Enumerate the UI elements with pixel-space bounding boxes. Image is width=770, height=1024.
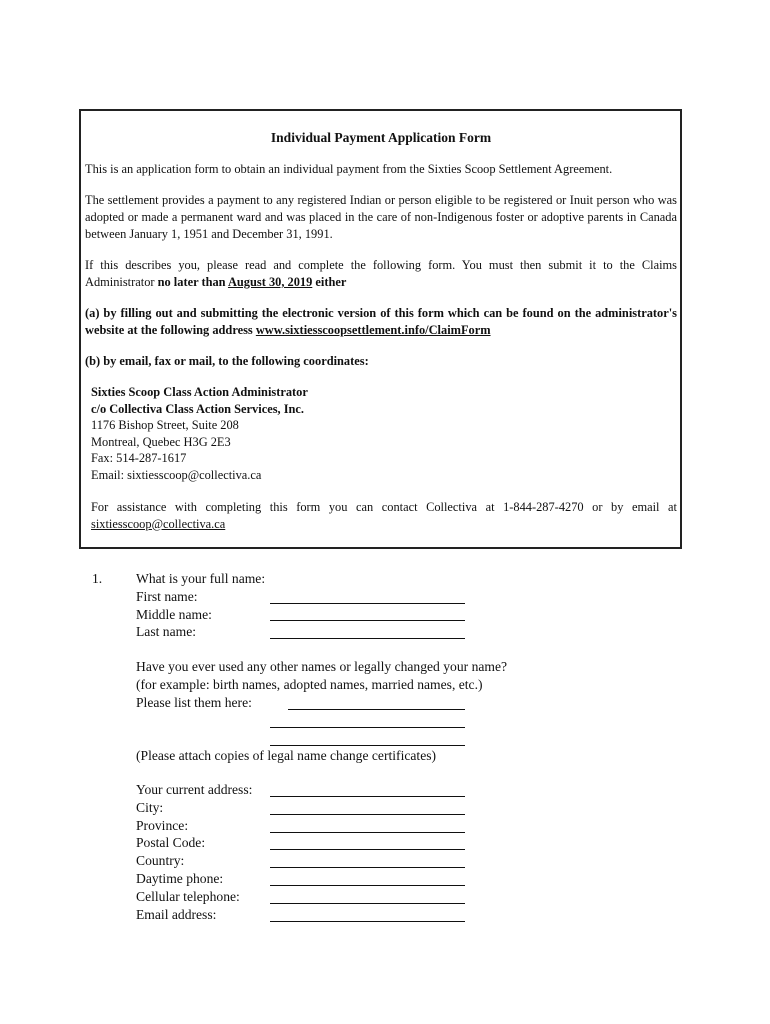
cell-phone-field[interactable] [270, 903, 465, 904]
country-field[interactable] [270, 867, 465, 868]
other-names-field-2[interactable] [270, 727, 465, 728]
city-field[interactable] [270, 814, 465, 815]
current-address-label: Your current address: [136, 782, 253, 797]
first-name-label: First name: [136, 589, 198, 604]
middle-name-field[interactable] [270, 620, 465, 621]
postal-code-field[interactable] [270, 849, 465, 850]
current-address-field[interactable] [270, 796, 465, 797]
claim-form-link[interactable]: www.sixtiesscoopsettlement.info/ClaimForm [255, 323, 491, 337]
cell-phone-label: Cellular telephone: [136, 889, 240, 904]
city-label: City: [136, 800, 164, 815]
attach-certificates-note: (Please attach copies of legal name change certificates) [136, 748, 437, 763]
email-field[interactable] [270, 921, 465, 922]
other-names-field-1[interactable] [288, 709, 465, 710]
full-name-prompt: What is your full name: [136, 571, 266, 586]
first-name-field[interactable] [270, 603, 465, 604]
other-names-question: Have you ever used any other names or legally changed your name? [136, 659, 508, 674]
daytime-phone-field[interactable] [270, 885, 465, 886]
last-name-label: Last name: [136, 624, 197, 639]
submit-paragraph: If this describes you, please read and complete the following form. You must then submit it to the Claims Administrator no later than August 30, 2019 either [85, 258, 677, 289]
form-title: Individual Payment Application Form [270, 130, 492, 145]
assistance-email-link[interactable]: sixtiesscoop@collectiva.ca [91, 516, 226, 531]
info-box [79, 109, 682, 549]
intro-paragraph: This is an application form to obtain an individual payment from the Sixties Scoop Settlement Agreement. [85, 162, 613, 176]
question-number: 1. [92, 571, 103, 586]
list-names-label: Please list them here: [136, 695, 252, 710]
settlement-paragraph: The settlement provides a payment to any registered Indian or person eligible to be registered or Inuit person who was adopted or made a permanent ward and was placed in the care of non-Indigenous foster or adoptive parents in Canada between January 1, 1951 and December 31, 1991. [85, 193, 677, 241]
deadline-date: August 30, 2019 [227, 275, 313, 289]
other-names-field-3[interactable] [270, 745, 465, 746]
daytime-phone-label: Daytime phone: [136, 871, 224, 886]
option-a: (a) by filling out and submitting the electronic version of this form which can be found on the administrator's website at the following address www.sixtiesscoopsettlement.info/ClaimForm [85, 306, 677, 337]
middle-name-label: Middle name: [136, 607, 212, 622]
country-label: Country: [136, 853, 185, 868]
assistance-paragraph: For assistance with completing this form you can contact Collectiva at 1-844-287-4270 or by email at sixtiesscoop@collectiva.ca [91, 499, 677, 531]
province-field[interactable] [270, 832, 465, 833]
administrator-address: Sixties Scoop Class Action Administrator c/o Collectiva Class Action Services, Inc. 1176 Bishop Street, Suite 208 Montreal, Quebec H3G 2E3 Fax: 514-287-1617 Email: sixtiesscoop@collectiva.ca [91, 385, 308, 482]
postal-code-label: Postal Code: [136, 835, 206, 850]
other-names-example: (for example: birth names, adopted names, married names, etc.) [136, 677, 483, 692]
option-b: (b) by email, fax or mail, to the following coordinates: [85, 354, 369, 368]
last-name-field[interactable] [270, 638, 465, 639]
province-label: Province: [136, 818, 189, 833]
email-label: Email address: [136, 907, 217, 922]
